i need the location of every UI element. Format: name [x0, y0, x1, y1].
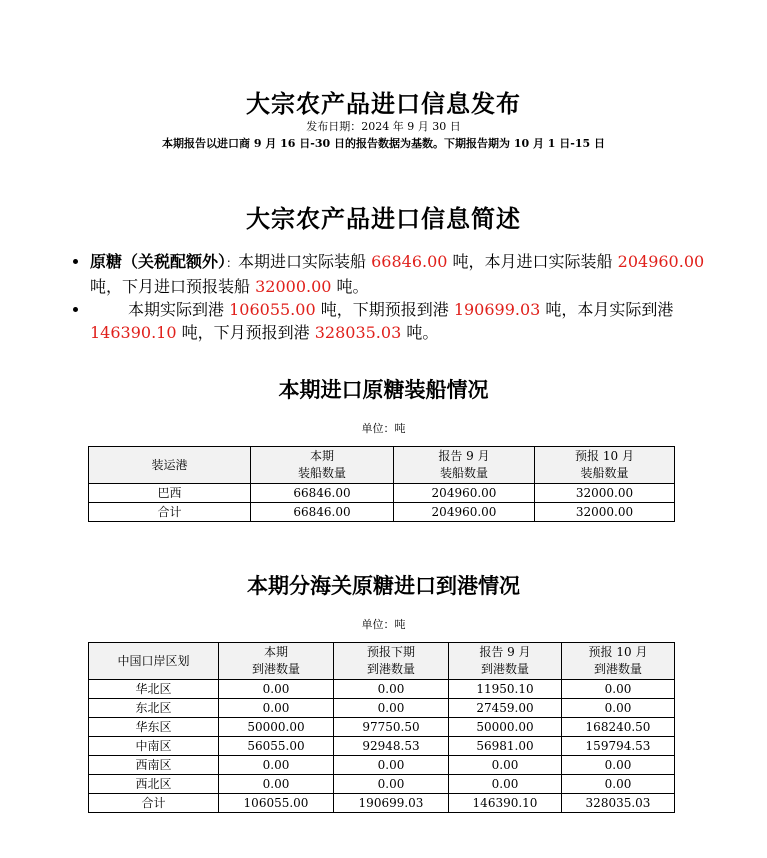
- table-cell: 146390.10: [449, 794, 562, 813]
- summary-list: [62, 250, 740, 344]
- shipment-unit-label: 单位：吨: [361, 422, 406, 435]
- table-row: [89, 756, 675, 775]
- table-cell: 159794.53: [562, 737, 675, 756]
- table-cell: 0.00: [334, 775, 449, 794]
- summary-text: 吨，本月进口实际装船: [447, 252, 618, 271]
- table-cell: 0.00: [562, 756, 675, 775]
- table-cell: 27459.00: [449, 699, 562, 718]
- table-cell: 中南区: [89, 737, 219, 756]
- table-cell: 0.00: [562, 680, 675, 699]
- table-row-total: [89, 794, 675, 813]
- summary-text: 吨。: [331, 277, 369, 296]
- header-report: [394, 447, 535, 484]
- header-line: 预报 10 月: [588, 645, 648, 659]
- header-line: 到港数量: [593, 662, 642, 676]
- header-line: 预报 10 月: [575, 449, 634, 463]
- arrival-table: [88, 642, 675, 813]
- table-row: [89, 680, 675, 699]
- table-cell: 11950.10: [449, 680, 562, 699]
- table-cell: 华北区: [89, 680, 219, 699]
- table-cell: 0.00: [449, 756, 562, 775]
- summary-text: 吨，下月预报到港: [176, 323, 315, 342]
- header-line: 本期: [309, 449, 334, 463]
- table-cell: 0.00: [219, 756, 334, 775]
- header-line: 预报下期: [366, 645, 415, 659]
- table-cell: 190699.03: [334, 794, 449, 813]
- table-cell: 合计: [89, 794, 219, 813]
- table-cell: 0.00: [219, 699, 334, 718]
- table-cell: 0.00: [219, 775, 334, 794]
- header-forecast: [535, 447, 675, 484]
- shipment-table: [88, 446, 675, 522]
- arrival-unit-label: 单位：吨: [361, 618, 406, 631]
- table-cell: 0.00: [334, 680, 449, 699]
- table-cell: 0.00: [334, 699, 449, 718]
- table-row-total: [89, 503, 675, 522]
- table-row: [89, 718, 675, 737]
- table-cell: 东北区: [89, 699, 219, 718]
- table-cell: 204960.00: [394, 484, 535, 503]
- table-cell: 0.00: [219, 680, 334, 699]
- shipment-section-title: 本期进口原糖装船情况: [278, 377, 489, 402]
- header-line: 到港数量: [366, 662, 415, 676]
- table-cell: 97750.50: [334, 718, 449, 737]
- table-cell: 巴西: [89, 484, 251, 503]
- summary-text: 本期进口实际装船: [238, 252, 372, 271]
- summary-value: 66846.00: [371, 252, 448, 271]
- summary-value: 190699.03: [453, 300, 541, 319]
- header-line: 报告 9 月: [438, 449, 490, 463]
- arrival-section-title: 本期分海关原糖进口到港情况: [247, 573, 520, 598]
- header-line: 装船数量: [297, 466, 346, 480]
- summary-value: 204960.00: [617, 252, 705, 271]
- report-basis-note: 本期报告以进口商 9 月 16 日-30 日的报告数据为基数。下期报告期为 10 月 1 日-15 日: [162, 137, 605, 150]
- table-cell: 32000.00: [535, 503, 675, 522]
- table-row: [89, 699, 675, 718]
- table-cell: 56055.00: [219, 737, 334, 756]
- summary-value: 146390.10: [90, 323, 177, 342]
- table-cell: 50000.00: [449, 718, 562, 737]
- summary-title: 大宗农产品进口信息简述: [246, 204, 521, 233]
- table-cell: 328035.03: [562, 794, 675, 813]
- table-cell: 0.00: [334, 756, 449, 775]
- header-current: [251, 447, 394, 484]
- table-cell: 66846.00: [251, 484, 394, 503]
- header-current: [219, 643, 334, 680]
- summary-text: 吨，下期预报到港: [315, 300, 454, 319]
- header-line: 本期: [263, 645, 288, 659]
- header-line: 装船数量: [439, 466, 488, 480]
- header-next: [334, 643, 449, 680]
- table-cell: 168240.50: [562, 718, 675, 737]
- summary-value: 32000.00: [255, 277, 332, 296]
- table-cell: 92948.53: [334, 737, 449, 756]
- table-row: [89, 484, 675, 503]
- header-line: 到港数量: [480, 662, 529, 676]
- header-forecast: [562, 643, 675, 680]
- table-cell: 西北区: [89, 775, 219, 794]
- table-row: [89, 737, 675, 756]
- table-cell: 106055.00: [219, 794, 334, 813]
- summary-item-label: 原糖（关税配额外）: [90, 252, 227, 271]
- table-cell: 50000.00: [219, 718, 334, 737]
- table-cell: 32000.00: [535, 484, 675, 503]
- table-cell: 合计: [89, 503, 251, 522]
- summary-value: 328035.03: [314, 323, 402, 342]
- summary-text: 吨，下月进口预报装船: [90, 277, 256, 296]
- table-header-row: [89, 447, 675, 484]
- table-cell: 0.00: [562, 775, 675, 794]
- table-header-row: [89, 643, 675, 680]
- header-line: 装船数量: [580, 466, 629, 480]
- page-title: 大宗农产品进口信息发布: [246, 89, 521, 118]
- header-region: 中国口岸区划: [89, 643, 219, 680]
- summary-text: 吨。: [401, 323, 439, 342]
- publish-date: 发布日期：2024 年 9 月 30 日: [306, 120, 461, 133]
- summary-separator: ：: [226, 256, 239, 270]
- header-report: [449, 643, 562, 680]
- header-port: 装运港: [89, 447, 251, 484]
- table-cell: 56981.00: [449, 737, 562, 756]
- header-line: 报告 9 月: [479, 645, 531, 659]
- table-cell: 西南区: [89, 756, 219, 775]
- table-cell: 0.00: [449, 775, 562, 794]
- summary-item-arrival: [90, 298, 740, 344]
- table-row: [89, 775, 675, 794]
- header-line: 到港数量: [251, 662, 300, 676]
- table-cell: 0.00: [562, 699, 675, 718]
- summary-text: 吨，本月实际到港: [540, 300, 674, 319]
- summary-item-shipment: [90, 250, 740, 298]
- table-cell: 华东区: [89, 718, 219, 737]
- table-cell: 204960.00: [394, 503, 535, 522]
- table-cell: 66846.00: [251, 503, 394, 522]
- summary-text: 本期实际到港: [128, 300, 230, 319]
- summary-value: 106055.00: [229, 300, 316, 319]
